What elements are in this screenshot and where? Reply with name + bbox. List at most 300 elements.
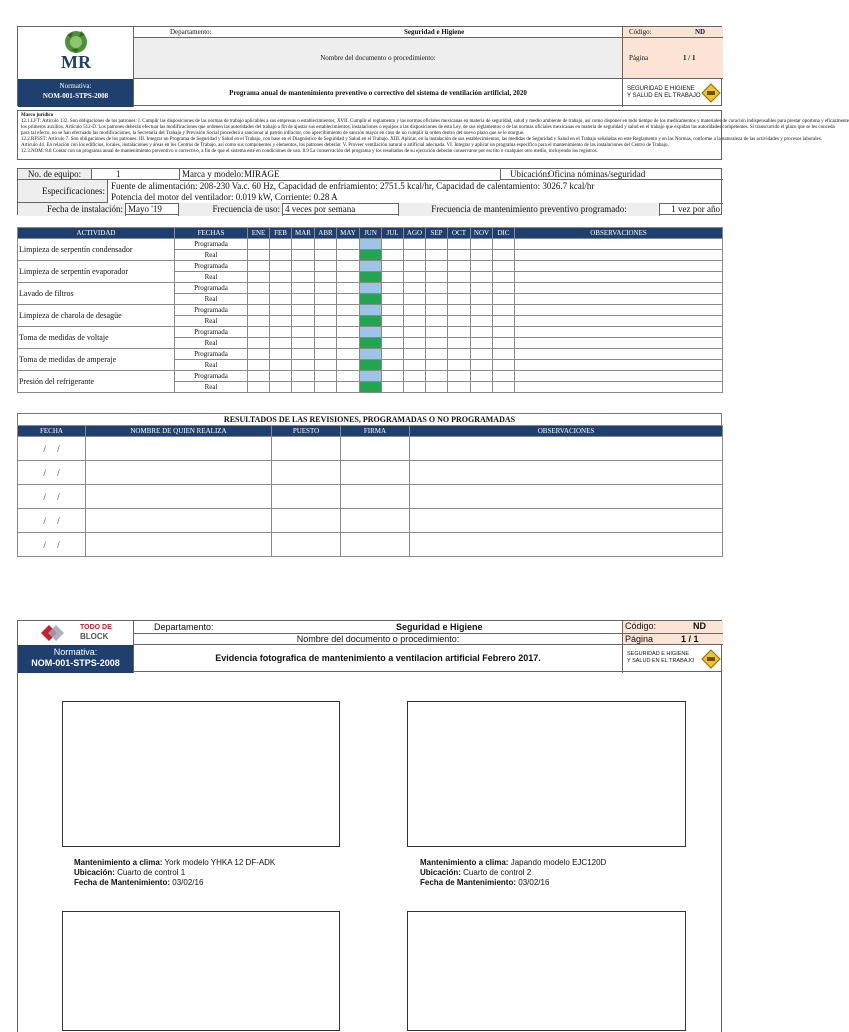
month-cell[interactable]: [471, 261, 493, 272]
marco-line: los primeros auxilios. Artículo 512-D. Los patrones deberán efectuar las modificaciones que ordenen las autoridades del trabajo a fin de ajustar sus establecimientos, instalaciones o equipos a las disposiciones de esta Ley, de sus reglamentos o de las normas oficiales mexicanas en materia de seguridad y salud en el trabajo que expidan las autoridades competentes. Si transcurrido el plazo que se les conceda: [21, 125, 835, 130]
firma-cell[interactable]: [341, 485, 410, 509]
month-cell[interactable]: [404, 371, 426, 382]
normativa-value: NOM-001-STPS-2008: [31, 658, 120, 668]
month-cell[interactable]: [270, 283, 292, 294]
fecha-cell[interactable]: / /: [18, 461, 86, 485]
month-header: SEP: [426, 228, 448, 239]
month-cell[interactable]: [493, 261, 515, 272]
resultado-row: [18, 509, 723, 533]
month-cell[interactable]: [270, 239, 292, 250]
activity-programada-row: [18, 305, 723, 316]
activity-programada-row: [18, 239, 723, 250]
month-cell[interactable]: [448, 327, 471, 338]
month-cell[interactable]: [448, 294, 471, 305]
month-cell[interactable]: [248, 382, 270, 393]
month-cell[interactable]: [382, 261, 404, 272]
month-cell[interactable]: [448, 250, 471, 261]
normativa-label: Normativa:: [53, 647, 98, 657]
month-cell[interactable]: [493, 250, 515, 261]
codigo-value: ND: [693, 621, 706, 631]
month-cell[interactable]: [270, 327, 292, 338]
firma-cell[interactable]: [341, 509, 410, 533]
month-cell[interactable]: [471, 305, 493, 316]
observaciones-cell[interactable]: [515, 283, 723, 294]
marco-line: 12.2.RFSST: Artículo 7. Son obligaciones de los patrones: III. Integrar un Programa de Seguridad y Salud en el Trabajo, con base en el Diagnóstico de Seguridad y Salud en el Trabajo. XIII. Aplicar, en la instalación de sus establecimientos, las medidas de Seguridad y Salud en el Trabajo señaladas en este Reglamento y en las Normas, conforme a la naturaleza de las actividades y procesos laborales.: [21, 137, 823, 142]
month-cell[interactable]: [426, 371, 448, 382]
month-cell[interactable]: [360, 349, 382, 360]
month-cell[interactable]: [426, 382, 448, 393]
month-cell[interactable]: [493, 327, 515, 338]
observaciones-cell[interactable]: [410, 437, 723, 461]
departamento-label: Departamento:: [154, 622, 214, 632]
month-cell[interactable]: [493, 360, 515, 371]
real-label: Real: [175, 294, 248, 305]
month-cell[interactable]: [315, 327, 337, 338]
marca-value: MIRAGE: [244, 169, 280, 179]
marco-juridico-title: Marco jurídico: [21, 113, 54, 118]
month-cell[interactable]: [292, 250, 315, 261]
month-cell[interactable]: [426, 349, 448, 360]
month-cell[interactable]: [448, 239, 471, 250]
month-cell[interactable]: [270, 382, 292, 393]
month-cell[interactable]: [493, 305, 515, 316]
observaciones-cell[interactable]: [515, 250, 723, 261]
month-cell[interactable]: [360, 360, 382, 371]
month-cell[interactable]: [471, 250, 493, 261]
month-cell[interactable]: [360, 382, 382, 393]
month-header: MAR: [292, 228, 315, 239]
month-cell[interactable]: [426, 360, 448, 371]
photo-caption: [74, 858, 374, 888]
ubicacion-label: Ubicación:: [510, 169, 550, 179]
month-cell[interactable]: [448, 349, 471, 360]
observaciones-cell[interactable]: [515, 371, 723, 382]
month-cell[interactable]: [337, 382, 360, 393]
month-cell[interactable]: [493, 316, 515, 327]
month-cell[interactable]: [248, 327, 270, 338]
month-cell[interactable]: [493, 239, 515, 250]
month-cell[interactable]: [404, 294, 426, 305]
ubic-label: Ubicación:: [420, 868, 461, 877]
departamento-value: Seguridad e Higiene: [396, 622, 483, 632]
month-cell[interactable]: [493, 283, 515, 294]
month-cell[interactable]: [248, 338, 270, 349]
programada-label: Programada: [175, 283, 248, 294]
month-cell[interactable]: [448, 272, 471, 283]
month-cell[interactable]: [382, 239, 404, 250]
real-label: Real: [175, 250, 248, 261]
departamento-label: Departamento:: [170, 28, 212, 36]
equipo-info: [17, 168, 722, 215]
month-cell[interactable]: [315, 272, 337, 283]
observaciones-cell[interactable]: [515, 327, 723, 338]
month-cell[interactable]: [382, 316, 404, 327]
month-cell[interactable]: [292, 338, 315, 349]
activity-name: Toma de medidas de voltaje: [18, 327, 175, 349]
resultados-title: RESULTADOS DE LAS REVISIONES, PROGRAMADAS O NO PROGRAMADAS: [17, 413, 722, 425]
activity-programada-row: [18, 261, 723, 272]
todo-de-block-logo-icon: [40, 624, 70, 642]
observaciones-cell[interactable]: [515, 382, 723, 393]
observaciones-cell[interactable]: [515, 272, 723, 283]
month-cell[interactable]: [426, 327, 448, 338]
month-cell[interactable]: [270, 294, 292, 305]
month-cell[interactable]: [248, 305, 270, 316]
month-cell[interactable]: [248, 360, 270, 371]
month-cell[interactable]: [292, 272, 315, 283]
month-cell[interactable]: [493, 272, 515, 283]
nombre-cell[interactable]: [86, 485, 272, 509]
month-cell[interactable]: [382, 250, 404, 261]
month-cell[interactable]: [270, 272, 292, 283]
month-cell[interactable]: [315, 371, 337, 382]
firma-cell[interactable]: [341, 533, 410, 557]
month-cell[interactable]: [360, 371, 382, 382]
month-cell[interactable]: [337, 338, 360, 349]
observaciones-cell[interactable]: [515, 294, 723, 305]
month-header: JUN: [360, 228, 382, 239]
month-cell[interactable]: [315, 294, 337, 305]
activity-programada-row: [18, 283, 723, 294]
month-header: MAY: [337, 228, 360, 239]
nombre-doc-label: Nombre del documento o procedimiento:: [320, 54, 436, 62]
month-cell[interactable]: [382, 360, 404, 371]
observaciones-cell[interactable]: [515, 316, 723, 327]
especificaciones-line1: Fuente de alimentación: 208-230 Va.c. 60 Hz, Capacidad de enfriamiento: 2751.5 kcal/hr, Capacidad de calentamiento: 3026.7 kcal/hr: [111, 181, 595, 191]
programada-label: Programada: [175, 305, 248, 316]
month-cell[interactable]: [382, 349, 404, 360]
observaciones-cell[interactable]: [515, 349, 723, 360]
nombre-doc-label: Nombre del documento o procedimiento:: [296, 634, 460, 644]
month-cell[interactable]: [471, 382, 493, 393]
month-cell[interactable]: [270, 360, 292, 371]
month-cell[interactable]: [360, 316, 382, 327]
fecha-cell[interactable]: / /: [18, 509, 86, 533]
resultado-row: [18, 461, 723, 485]
month-cell[interactable]: [471, 294, 493, 305]
observaciones-cell[interactable]: [515, 338, 723, 349]
frecuencia-uso-label: Frecuencia de uso:: [178, 203, 283, 216]
month-cell[interactable]: [248, 261, 270, 272]
nombre-cell[interactable]: [86, 461, 272, 485]
month-cell[interactable]: [337, 250, 360, 261]
month-cell[interactable]: [382, 283, 404, 294]
codigo-cell: [622, 27, 723, 38]
month-cell[interactable]: [382, 371, 404, 382]
month-cell[interactable]: [315, 382, 337, 393]
month-cell[interactable]: [248, 294, 270, 305]
month-cell[interactable]: [448, 283, 471, 294]
month-cell[interactable]: [292, 283, 315, 294]
document-title: Evidencia fotografica de mantenimiento a ventilacion artificial Febrero 2017.: [215, 653, 541, 663]
month-cell[interactable]: [337, 272, 360, 283]
month-cell[interactable]: [292, 305, 315, 316]
mant-value: Japando modelo EJC120D: [510, 858, 607, 867]
month-cell[interactable]: [360, 261, 382, 272]
month-cell[interactable]: [337, 349, 360, 360]
month-cell[interactable]: [471, 316, 493, 327]
month-cell[interactable]: [382, 327, 404, 338]
month-cell[interactable]: [248, 283, 270, 294]
fecha-header: FECHA: [18, 426, 86, 437]
programada-label: Programada: [175, 349, 248, 360]
month-cell[interactable]: [337, 371, 360, 382]
photo-placeholder: [407, 701, 686, 847]
month-cell[interactable]: [360, 327, 382, 338]
resultado-row: [18, 437, 723, 461]
puesto-header: PUESTO: [272, 426, 341, 437]
month-cell[interactable]: [382, 382, 404, 393]
month-cell[interactable]: [360, 250, 382, 261]
month-cell[interactable]: [382, 305, 404, 316]
month-cell[interactable]: [426, 283, 448, 294]
month-cell[interactable]: [360, 338, 382, 349]
month-cell[interactable]: [337, 239, 360, 250]
observaciones-cell[interactable]: [515, 261, 723, 272]
pagina-cell: [622, 38, 723, 79]
pagina-value: 1 / 1: [681, 634, 699, 644]
fecha-cell[interactable]: / /: [18, 437, 86, 461]
month-cell[interactable]: [448, 382, 471, 393]
month-cell[interactable]: [292, 316, 315, 327]
month-cell[interactable]: [315, 250, 337, 261]
month-cell[interactable]: [471, 272, 493, 283]
month-cell[interactable]: [248, 239, 270, 250]
firma-cell[interactable]: [341, 461, 410, 485]
month-cell[interactable]: [337, 305, 360, 316]
observaciones-cell[interactable]: [515, 239, 723, 250]
month-cell[interactable]: [315, 261, 337, 272]
month-cell[interactable]: [248, 349, 270, 360]
month-cell[interactable]: [448, 360, 471, 371]
nombre-cell[interactable]: [86, 509, 272, 533]
firma-header: FIRMA: [341, 426, 410, 437]
month-cell[interactable]: [426, 338, 448, 349]
actividades-table: [17, 227, 723, 393]
fecha-instalacion-label: Fecha de instalación:: [18, 203, 126, 216]
month-cell[interactable]: [337, 360, 360, 371]
month-cell[interactable]: [448, 338, 471, 349]
month-cell[interactable]: [404, 283, 426, 294]
firma-cell[interactable]: [341, 437, 410, 461]
month-cell[interactable]: [360, 305, 382, 316]
month-cell[interactable]: [292, 261, 315, 272]
month-cell[interactable]: [471, 239, 493, 250]
puesto-cell[interactable]: [272, 485, 341, 509]
pagina-label: Página: [629, 54, 649, 62]
month-header: JUL: [382, 228, 404, 239]
month-cell[interactable]: [292, 371, 315, 382]
month-cell[interactable]: [292, 360, 315, 371]
nombre-cell[interactable]: [86, 533, 272, 557]
month-header: NOV: [471, 228, 493, 239]
departamento-row: [134, 621, 622, 633]
month-cell[interactable]: [382, 294, 404, 305]
month-cell[interactable]: [315, 338, 337, 349]
form1-header: [17, 26, 722, 106]
month-cell[interactable]: [404, 305, 426, 316]
real-label: Real: [175, 338, 248, 349]
month-cell[interactable]: [426, 261, 448, 272]
month-cell[interactable]: [270, 305, 292, 316]
month-cell[interactable]: [404, 382, 426, 393]
month-cell[interactable]: [404, 349, 426, 360]
month-header: FEB: [270, 228, 292, 239]
photo-placeholder: [62, 701, 340, 847]
month-cell[interactable]: [270, 349, 292, 360]
month-cell[interactable]: [404, 261, 426, 272]
activity-name: Limpieza de serpentín evaporador: [18, 261, 175, 283]
month-cell[interactable]: [337, 283, 360, 294]
todo-de-block-logo: [18, 621, 134, 645]
ubic-label: Ubicación:: [74, 868, 115, 877]
month-cell[interactable]: [292, 239, 315, 250]
month-cell[interactable]: [315, 283, 337, 294]
marco-line: para tal efecto, no se han efectuado las modificaciones, la Secretaría del Trabajo y Previsión Social procederá a sancionar al patrón infractor, con apercibimiento de sanción mayor en caso de no cumplir la orden dentro del nuevo plazo que se le otorgue.: [21, 131, 525, 136]
observaciones-cell[interactable]: [515, 305, 723, 316]
month-cell[interactable]: [315, 349, 337, 360]
programada-label: Programada: [175, 371, 248, 382]
especificaciones-label: Especificaciones:: [18, 180, 108, 203]
month-cell[interactable]: [248, 316, 270, 327]
month-cell[interactable]: [471, 283, 493, 294]
month-cell[interactable]: [292, 382, 315, 393]
month-cell[interactable]: [248, 250, 270, 261]
month-cell[interactable]: [404, 250, 426, 261]
month-cell[interactable]: [404, 239, 426, 250]
normativa-cell: [18, 79, 134, 107]
month-cell[interactable]: [315, 305, 337, 316]
mant-label: Mantenimiento a clima:: [74, 858, 163, 867]
month-cell[interactable]: [493, 294, 515, 305]
month-cell[interactable]: [426, 250, 448, 261]
marco-line: 12.3.NOM: 8.8 Contar con un programa anual de mantenimiento preventivo o correctivo, a fin de que el sistema esté en condiciones de uso. 8.9 La conservación del programa y los resultados de su ejecución deberán conservarse por escrito o cualquier otro medio, incluyendo los registros.: [21, 149, 598, 154]
month-cell[interactable]: [404, 338, 426, 349]
nombre-cell[interactable]: [86, 437, 272, 461]
month-cell[interactable]: [337, 261, 360, 272]
month-header: DIC: [493, 228, 515, 239]
month-cell[interactable]: [426, 316, 448, 327]
puesto-cell[interactable]: [272, 533, 341, 557]
observaciones-cell[interactable]: [515, 360, 723, 371]
puesto-cell[interactable]: [272, 509, 341, 533]
month-cell[interactable]: [292, 327, 315, 338]
month-cell[interactable]: [493, 382, 515, 393]
month-cell[interactable]: [315, 239, 337, 250]
logo-line1: TODO DE: [80, 624, 112, 631]
month-cell[interactable]: [382, 338, 404, 349]
month-cell[interactable]: [404, 272, 426, 283]
activity-programada-row: [18, 371, 723, 382]
titulo-row: [134, 645, 622, 673]
fecha-label: Fecha de Mantenimiento:: [74, 878, 171, 887]
month-cell[interactable]: [426, 305, 448, 316]
safety-diamond-icon: [701, 83, 721, 103]
observaciones-cell[interactable]: [410, 485, 723, 509]
month-cell[interactable]: [471, 349, 493, 360]
month-cell[interactable]: [360, 294, 382, 305]
puesto-cell[interactable]: [272, 461, 341, 485]
month-cell[interactable]: [315, 360, 337, 371]
month-cell[interactable]: [448, 305, 471, 316]
resultado-row: [18, 485, 723, 509]
pagina-value: 1 / 1: [683, 54, 696, 62]
month-cell[interactable]: [471, 360, 493, 371]
month-cell[interactable]: [360, 239, 382, 250]
month-header: ABR: [315, 228, 337, 239]
month-cell[interactable]: [404, 360, 426, 371]
safety-diamond-icon: [701, 649, 721, 669]
month-cell[interactable]: [337, 327, 360, 338]
month-cell[interactable]: [471, 371, 493, 382]
mr-logo-area: [18, 27, 134, 79]
no-equipo-label: No. de equipo:: [18, 169, 92, 180]
month-cell[interactable]: [448, 371, 471, 382]
observaciones-cell[interactable]: [410, 509, 723, 533]
normativa-value: NOM-001-STPS-2008: [42, 92, 109, 100]
month-cell[interactable]: [426, 239, 448, 250]
month-cell[interactable]: [248, 272, 270, 283]
month-cell[interactable]: [360, 283, 382, 294]
month-cell[interactable]: [426, 294, 448, 305]
badge-line2: Y SALUD EN EL TRABAJO: [627, 93, 701, 99]
month-cell[interactable]: [493, 338, 515, 349]
fecha-label: Fecha de Mantenimiento:: [420, 878, 517, 887]
month-cell[interactable]: [471, 327, 493, 338]
programada-label: Programada: [175, 261, 248, 272]
month-cell[interactable]: [337, 294, 360, 305]
month-cell[interactable]: [337, 316, 360, 327]
month-cell[interactable]: [448, 316, 471, 327]
programada-label: Programada: [175, 327, 248, 338]
month-cell[interactable]: [404, 316, 426, 327]
month-cell[interactable]: [471, 338, 493, 349]
observaciones-cell[interactable]: [410, 461, 723, 485]
month-cell[interactable]: [248, 371, 270, 382]
month-cell[interactable]: [448, 261, 471, 272]
month-cell[interactable]: [270, 338, 292, 349]
activity-programada-row: [18, 349, 723, 360]
puesto-cell[interactable]: [272, 437, 341, 461]
observaciones-cell[interactable]: [410, 533, 723, 557]
month-cell[interactable]: [315, 316, 337, 327]
real-label: Real: [175, 360, 248, 371]
month-cell[interactable]: [292, 349, 315, 360]
pagina-label: Página: [625, 634, 654, 644]
resultado-row: [18, 533, 723, 557]
month-header: ENE: [248, 228, 270, 239]
month-cell[interactable]: [493, 371, 515, 382]
month-cell[interactable]: [270, 316, 292, 327]
fecha-cell[interactable]: / /: [18, 533, 86, 557]
month-cell[interactable]: [270, 250, 292, 261]
month-cell[interactable]: [270, 371, 292, 382]
frecuencia-mant-value: 1 vez por año: [671, 204, 720, 214]
month-cell[interactable]: [292, 294, 315, 305]
codigo-label: Código:: [625, 621, 657, 631]
month-cell[interactable]: [382, 272, 404, 283]
month-cell[interactable]: [360, 272, 382, 283]
actividad-header: ACTIVIDAD: [18, 228, 175, 239]
marco-juridico-box: [17, 110, 849, 160]
month-cell[interactable]: [270, 261, 292, 272]
month-cell[interactable]: [404, 327, 426, 338]
activity-name: Presión del refrigerante: [18, 371, 175, 393]
month-cell[interactable]: [426, 272, 448, 283]
month-cell[interactable]: [493, 349, 515, 360]
logo-line2: BLOCK: [80, 632, 109, 641]
fecha-cell[interactable]: / /: [18, 485, 86, 509]
